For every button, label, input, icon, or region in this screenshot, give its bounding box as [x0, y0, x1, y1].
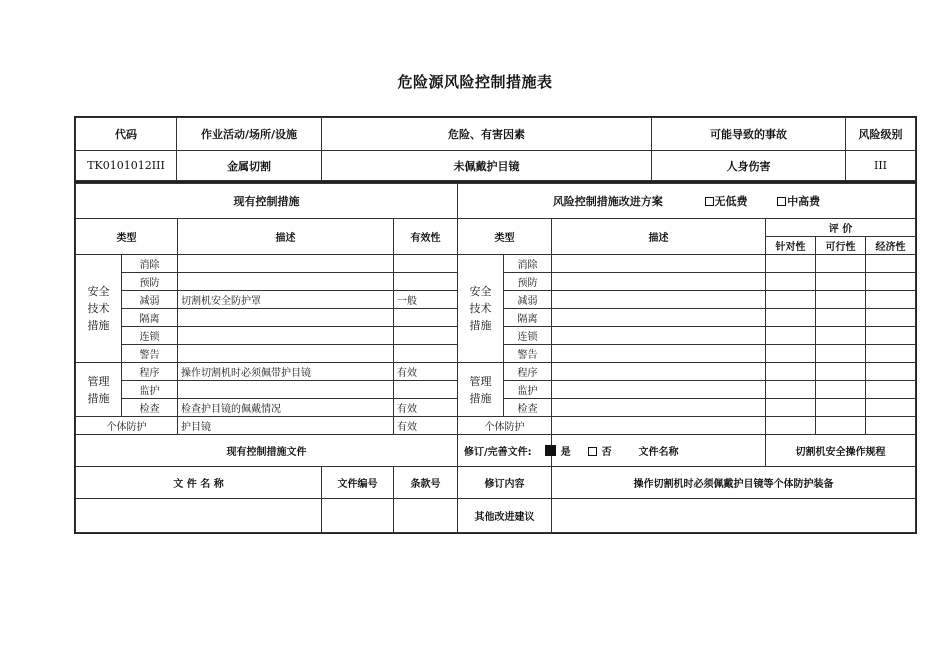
- group-safety-tech: 安全 技术 措施: [76, 255, 122, 363]
- eval-cell: [816, 327, 866, 345]
- eval-cell: [816, 381, 866, 399]
- group-ppe: 个体防护: [458, 417, 552, 435]
- activity-label: 作业活动/场所/设施: [177, 118, 322, 151]
- revise-file-cell: [458, 435, 612, 467]
- yes-label: 是: [560, 447, 571, 458]
- desc-cell: [552, 345, 766, 363]
- file-entry-cell: [76, 499, 394, 533]
- type-cell: 程序: [504, 363, 552, 381]
- desc-cell: [552, 363, 766, 381]
- accident-value: 人身伤害: [652, 151, 846, 181]
- desc-cell: [552, 417, 766, 435]
- existing-heading: 现有控制措施: [76, 184, 458, 219]
- risk-value: III: [846, 151, 916, 181]
- desc-cell: [552, 291, 766, 309]
- col-clause-no: 条款号: [394, 467, 458, 499]
- eval-cell: [766, 381, 816, 399]
- improve-heading-text: 风险控制措施改进方案: [552, 195, 663, 208]
- checkbox-icon[interactable]: [777, 197, 786, 206]
- file-name-label: 文件名称: [552, 435, 766, 467]
- type-cell: 消除: [504, 255, 552, 273]
- eval-cell: [816, 399, 866, 417]
- clause-entry: [394, 499, 458, 533]
- type-cell: 预防: [504, 273, 552, 291]
- eval-cell: [766, 255, 816, 273]
- option-low-cost: 无低费: [714, 195, 748, 208]
- desc-cell: [178, 345, 394, 363]
- desc-cell: [552, 273, 766, 291]
- revise-label: 修订/完善文件:: [464, 447, 532, 458]
- desc-cell: 检查护目镜的佩戴情况: [178, 399, 394, 417]
- group-ppe: 个体防护: [76, 417, 178, 435]
- col-file-name: [76, 467, 394, 499]
- type-cell: 检查: [122, 399, 178, 417]
- existing-col-valid: 有效性: [394, 219, 458, 255]
- eval-cell: [866, 255, 916, 273]
- eval-cell: [816, 291, 866, 309]
- checkbox-icon[interactable]: [588, 447, 597, 456]
- other-value: [552, 499, 916, 533]
- existing-col-desc: 描述: [178, 219, 394, 255]
- desc-cell: [178, 273, 394, 291]
- measures-table: [74, 182, 917, 534]
- eval-cell: [816, 255, 866, 273]
- type-cell: 警告: [504, 345, 552, 363]
- type-cell: 监护: [504, 381, 552, 399]
- desc-cell: [552, 327, 766, 345]
- improve-col-desc: 描述: [552, 219, 766, 255]
- desc-cell: [178, 327, 394, 345]
- eval-cell: [766, 399, 816, 417]
- desc-cell: [552, 381, 766, 399]
- code-value: TK0101012III: [76, 151, 177, 181]
- type-cell: 警告: [122, 345, 178, 363]
- type-cell: 减弱: [122, 291, 178, 309]
- eval-cell: [866, 417, 916, 435]
- revise-content-label: 修订内容: [458, 467, 552, 499]
- eval-cell: [816, 363, 866, 381]
- improve-heading: [458, 184, 916, 219]
- eval-col-feasible: 可行性: [816, 237, 866, 255]
- valid-cell: [394, 309, 458, 327]
- eval-cell: [816, 417, 866, 435]
- type-cell: 减弱: [504, 291, 552, 309]
- type-cell: 监护: [122, 381, 178, 399]
- other-label: 其他改进建议: [458, 499, 552, 533]
- hazard-value: 未佩戴护目镜: [322, 151, 652, 181]
- type-cell: 消除: [122, 255, 178, 273]
- risk-label: 风险级别: [846, 118, 916, 151]
- checkbox-checked-icon[interactable]: [545, 445, 556, 456]
- desc-cell: 切割机安全防护罩: [178, 291, 394, 309]
- eval-cell: [866, 309, 916, 327]
- existing-col-type: 类型: [76, 219, 178, 255]
- accident-label: 可能导致的事故: [652, 118, 846, 151]
- files-heading: 现有控制措施文件: [76, 435, 458, 467]
- eval-col-targeted: 针对性: [766, 237, 816, 255]
- valid-cell: 一般: [394, 291, 458, 309]
- desc-cell: 护目镜: [178, 417, 394, 435]
- group-safety-tech: 安全 技术 措施: [458, 255, 504, 363]
- eval-cell: [866, 327, 916, 345]
- col-file-no: 文件编号: [337, 479, 378, 490]
- type-cell: 检查: [504, 399, 552, 417]
- option-mid-cost: 中高费: [787, 195, 821, 208]
- valid-cell: [394, 255, 458, 273]
- eval-cell: [766, 363, 816, 381]
- eval-cell: [766, 309, 816, 327]
- file-name-value: 切割机安全操作规程: [766, 435, 916, 467]
- checkbox-icon[interactable]: [705, 197, 714, 206]
- col-file-name-text: 文 件 名 称: [76, 467, 322, 498]
- eval-cell: [816, 345, 866, 363]
- desc-cell: [178, 255, 394, 273]
- eval-cell: [816, 309, 866, 327]
- valid-cell: [394, 327, 458, 345]
- desc-cell: 操作切割机时必须佩带护目镜: [178, 363, 394, 381]
- code-label: 代码: [76, 118, 177, 151]
- activity-value: 金属切割: [177, 151, 322, 181]
- valid-cell: 有效: [394, 417, 458, 435]
- group-management: 管理 措施: [458, 363, 504, 417]
- eval-cell: [766, 291, 816, 309]
- valid-cell: 有效: [394, 399, 458, 417]
- desc-cell: [178, 309, 394, 327]
- header-table: [74, 116, 917, 182]
- valid-cell: [394, 381, 458, 399]
- file-name-entry: [76, 499, 322, 532]
- eval-col-economic: 经济性: [866, 237, 916, 255]
- page-title: 危险源风险控制措施表: [397, 73, 553, 91]
- desc-cell: [552, 255, 766, 273]
- eval-cell: [866, 381, 916, 399]
- eval-cell: [866, 273, 916, 291]
- eval-cell: [766, 273, 816, 291]
- improve-col-type: 类型: [458, 219, 552, 255]
- desc-cell: [552, 399, 766, 417]
- eval-cell: [866, 363, 916, 381]
- eval-cell: [866, 291, 916, 309]
- eval-cell: [816, 273, 866, 291]
- valid-cell: 有效: [394, 363, 458, 381]
- eval-cell: [866, 345, 916, 363]
- group-management: 管理 措施: [76, 363, 122, 417]
- desc-cell: [178, 381, 394, 399]
- valid-cell: [394, 345, 458, 363]
- no-label: 否: [601, 447, 612, 458]
- type-cell: 程序: [122, 363, 178, 381]
- revise-content-value: 操作切割机时必须佩戴护目镜等个体防护装备: [552, 467, 916, 499]
- hazard-label: 危险、有害因素: [322, 118, 652, 151]
- eval-cell: [766, 417, 816, 435]
- type-cell: 连锁: [504, 327, 552, 345]
- type-cell: 预防: [122, 273, 178, 291]
- eval-cell: [766, 327, 816, 345]
- improve-col-eval: 评 价: [766, 219, 916, 237]
- type-cell: 连锁: [122, 327, 178, 345]
- eval-cell: [866, 399, 916, 417]
- type-cell: 隔离: [122, 309, 178, 327]
- file-no-entry: [322, 499, 393, 532]
- desc-cell: [552, 309, 766, 327]
- valid-cell: [394, 273, 458, 291]
- eval-cell: [766, 345, 816, 363]
- type-cell: 隔离: [504, 309, 552, 327]
